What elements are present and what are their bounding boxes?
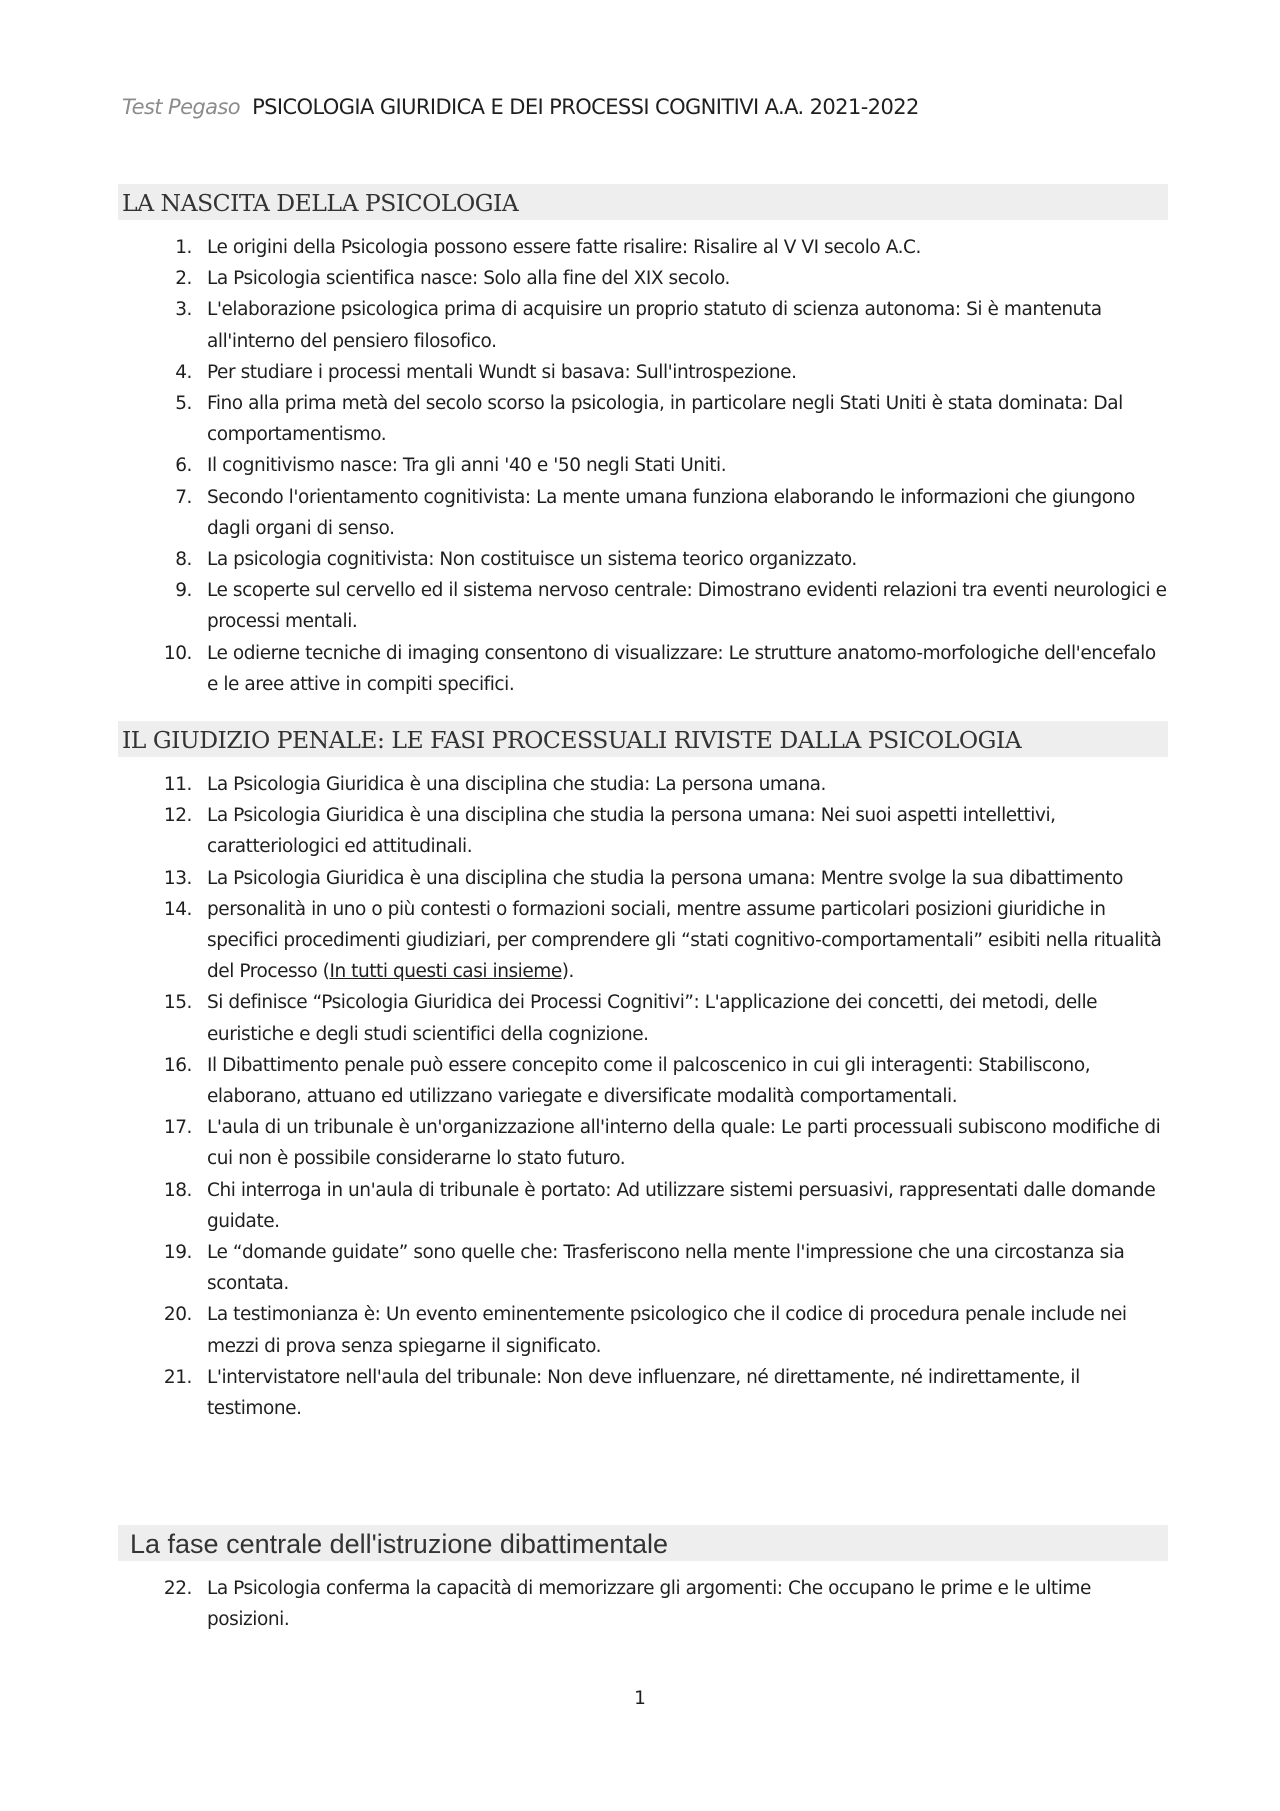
list-item [118,894,1168,988]
section-title: LA NASCITA DELLA PSICOLOGIA [118,184,1168,220]
item-number: 11. [163,774,192,795]
section-giudizio-penale [118,721,1168,1424]
page-number: 1 [634,1688,646,1709]
section-fase-centrale [118,1525,1168,1635]
item-text: L'aula di un tribunale è un'organizzazione all'interno della quale: Le parti processuali subiscono modifiche di cui non è possibile considerarne lo stato futuro. [207,1117,1161,1170]
item-number: 9. [175,580,192,602]
item-number: 21. [163,1366,192,1388]
list-item [118,1299,1168,1361]
item-text: Le odierne tecniche di imaging consentono di visualizzare: Le strutture anatomo-morfologiche dell'encefalo e le aree attive in compiti specifici. [207,642,1156,695]
item-number: 8. [175,549,192,571]
list-item [118,987,1168,1049]
item-number: 12. [163,805,192,827]
item-number: 16. [163,1054,192,1076]
header-prefix: Test Pegaso [122,95,240,119]
item-text: La Psicologia scientifica nasce: Solo alla fine del XIX secolo. [207,268,730,290]
list-item [118,769,1168,800]
list-item [118,863,1168,894]
item-number: 2. [175,268,192,290]
underlined-answer: In tutti questi casi insieme [329,961,562,983]
list-item [118,1112,1168,1174]
item-text: La psicologia cognitivista: Non costituisce un sistema teorico organizzato. [207,549,857,571]
header-title: PSICOLOGIA GIURIDICA E DEI PROCESSI COGNITIVI A.A. 2021-2022 [252,95,919,119]
item-text: Il cognitivismo nasce: Tra gli anni '40 e '50 negli Stati Uniti. [207,455,727,477]
item-number: 6. [175,455,192,477]
item-number: 13. [163,867,192,889]
list-item [118,294,1168,356]
item-text: La Psicologia conferma la capacità di memorizzare gli argomenti: Che occupano le prime e le ultime posizioni. [207,1578,1091,1631]
item-text: Le “domande guidate” sono quelle che: Trasferiscono nella mente l'impressione che una circostanza sia scontata. [207,1242,1125,1295]
item-text: Il Dibattimento penale può essere concepito come il palcoscenico in cui gli interagenti: Stabiliscono, elaborano, attuano ed utilizzano variegate e diversificate modalità comportamentali. [207,1054,1091,1108]
list-item [118,357,1168,388]
item-text-tail: ). [561,961,574,983]
item-text: La Psicologia Giuridica è una disciplina che studia la persona umana: Nei suoi aspetti intellettivi, caratteriologici ed attitudinali. [207,805,1056,858]
item-number: 17. [163,1117,192,1139]
list-item [118,1362,1168,1424]
list-item [118,263,1168,294]
item-text: La Psicologia Giuridica è una disciplina che studia la persona umana: Mentre svolge la sua dibattimento [207,867,1123,889]
list-item [118,232,1168,263]
item-text: Secondo l'orientamento cognitivista: La mente umana funziona elaborando le informazioni che giungono dagli organi di senso. [207,486,1135,539]
section-title: IL GIUDIZIO PENALE: LE FASI PROCESSUALI RIVISTE DALLA PSICOLOGIA [118,721,1168,757]
list-item [118,388,1168,450]
item-text: Si definisce “Psicologia Giuridica dei Processi Cognitivi”: L'applicazione dei concetti, dei metodi, delle euristiche e degli studi scientifici della cognizione. [207,992,1098,1045]
item-text: L'elaborazione psicologica prima di acquisire un proprio statuto di scienza autonoma: Si è mantenuta all'interno del pensiero filosofico. [207,299,1102,352]
item-text: Per studiare i processi mentali Wundt si basava: Sull'introspezione. [207,361,797,383]
list-item [118,482,1168,544]
item-number: 18. [163,1179,192,1201]
item-number: 22. [163,1578,192,1599]
item-number: 5. [175,393,192,415]
list-item [118,450,1168,481]
item-number: 15. [163,992,192,1014]
list-item [118,800,1168,862]
list-item [118,638,1168,700]
item-number: 10. [163,642,192,664]
item-text: La Psicologia Giuridica è una disciplina che studia: La persona umana. [207,774,826,795]
list-item [118,1237,1168,1299]
page-header [122,95,919,119]
item-number: 19. [163,1242,192,1264]
item-number: 14. [163,898,192,920]
question-list [118,769,1168,1424]
section-title: La fase centrale dell'istruzione dibattimentale [118,1525,1168,1561]
item-text: L'intervistatore nell'aula del tribunale: Non deve influenzare, né direttamente, né indirettamente, il testimone. [207,1366,1080,1420]
item-number: 7. [175,486,192,508]
list-item [118,1573,1168,1635]
section-nascita-psicologia [118,184,1168,700]
item-number: 1. [175,237,192,258]
list-item [118,575,1168,637]
item-number: 4. [175,361,192,383]
item-text: La testimonianza è: Un evento eminentemente psicologico che il codice di procedura penale include nei mezzi di prova senza spiegarne il significato. [207,1304,1127,1357]
item-number: 3. [175,299,192,321]
item-text: Chi interroga in un'aula di tribunale è portato: Ad utilizzare sistemi persuasivi, rappresentati dalle domande guidate. [207,1179,1156,1232]
list-item [118,1175,1168,1237]
item-number: 20. [163,1304,192,1326]
item-text: Fino alla prima metà del secolo scorso la psicologia, in particolare negli Stati Uniti è stata dominata: Dal comportamentismo. [207,393,1123,446]
list-item [118,544,1168,575]
question-list [118,1573,1168,1635]
list-item [118,1050,1168,1112]
item-text: personalità in uno o più contesti o formazioni sociali, mentre assume particolari posizioni giuridiche in specifici procedimenti giudiziari, per comprendere gli “stati cognitivo-comportamentali” esibiti nella ritualità del Processo ( [207,898,1162,983]
item-text: Le origini della Psicologia possono essere fatte risalire: Risalire al V VI secolo A.C. [207,237,921,258]
question-list [118,232,1168,700]
item-text: Le scoperte sul cervello ed il sistema nervoso centrale: Dimostrano evidenti relazioni tra eventi neurologici e processi mentali. [207,580,1167,633]
